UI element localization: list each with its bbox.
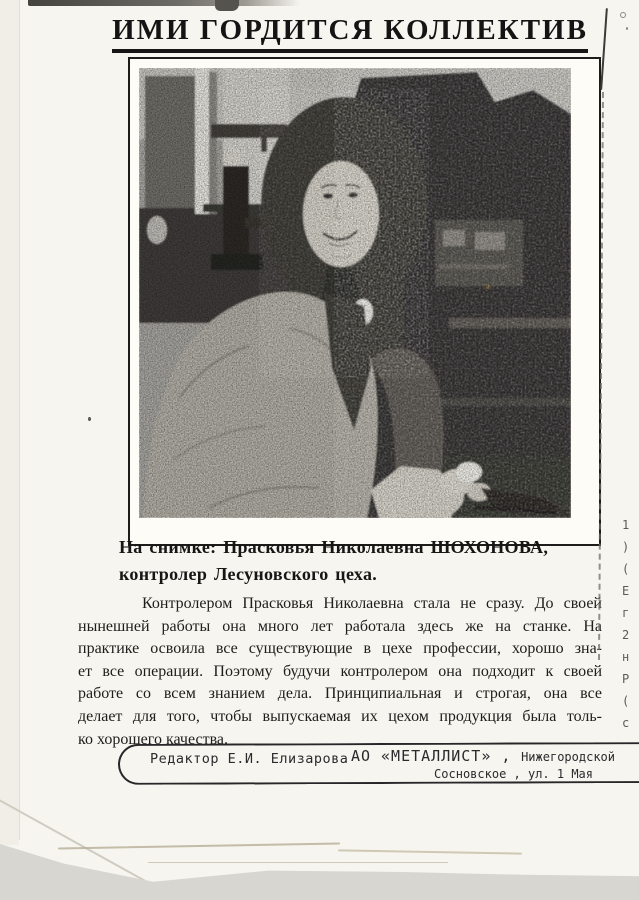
headline-text: ИМИ ГОРДИТСЯ КОЛЛЕКТИВ [112,14,588,53]
cutoff-text-fragments [622,514,638,734]
article-line: Контролером Прасковья Николаевна стала не сразу. До своей [142,595,602,612]
editor-credit: Редактор Е.И. Елизарова [150,751,349,767]
publisher-line [315,746,615,765]
cutoff-glyph: г [622,606,630,620]
caption-line1: На снимке: Прасковья Николаевна ШОХОНОВА, [119,537,549,557]
paper-scratch [338,849,522,854]
paper-scratch [148,862,448,863]
publisher-region: Нижегородской [521,750,615,764]
article-line: делает для того, чтобы выпускаемая их цехом продукция была толь- [78,707,602,725]
top-edge-smudge-blob [215,0,239,11]
page-left-edge [19,0,20,840]
scanner-background [0,830,639,900]
cutoff-glyph: с [622,716,630,730]
cutoff-glyph: ( [622,694,630,708]
ink-speck [88,417,91,421]
cutoff-glyph: н [622,650,630,664]
cutoff-glyph: Е [622,584,630,598]
article-line: нынешней работы она много лет работала здесь же на станке. На [78,617,602,635]
cutoff-glyph: 2 [622,628,630,642]
article-line: практике освоила все существующие в цехе профессии, хорошо зна- [78,640,602,658]
photo-frame [128,57,601,546]
publisher-name: АО «МЕТАЛЛИСТ» , [350,747,512,765]
article-line: ко хорошего качества. [78,730,229,748]
publisher-address: Сосновское , ул. 1 Мая [434,767,593,781]
photo-caption [119,534,609,588]
cutoff-glyph: ) [622,540,630,554]
page-left-margin [0,0,19,845]
cutoff-glyph: ( [622,562,630,576]
article-line: работе со всем знанием дела. Принципиальная и строгая, она все [78,685,602,703]
article-body [78,593,602,751]
top-edge-smudge [28,0,300,6]
cutoff-glyph: 1 [622,518,630,532]
headline [70,14,630,53]
cutoff-glyph: Р [622,672,630,686]
article-line: ет все операции. Поэтому будучи контролером она подходит к своей [78,662,602,680]
caption-line2: контролер Лесуновского цеха. [119,564,378,584]
halftone-photo [139,68,571,518]
paper-scratch [58,843,340,850]
